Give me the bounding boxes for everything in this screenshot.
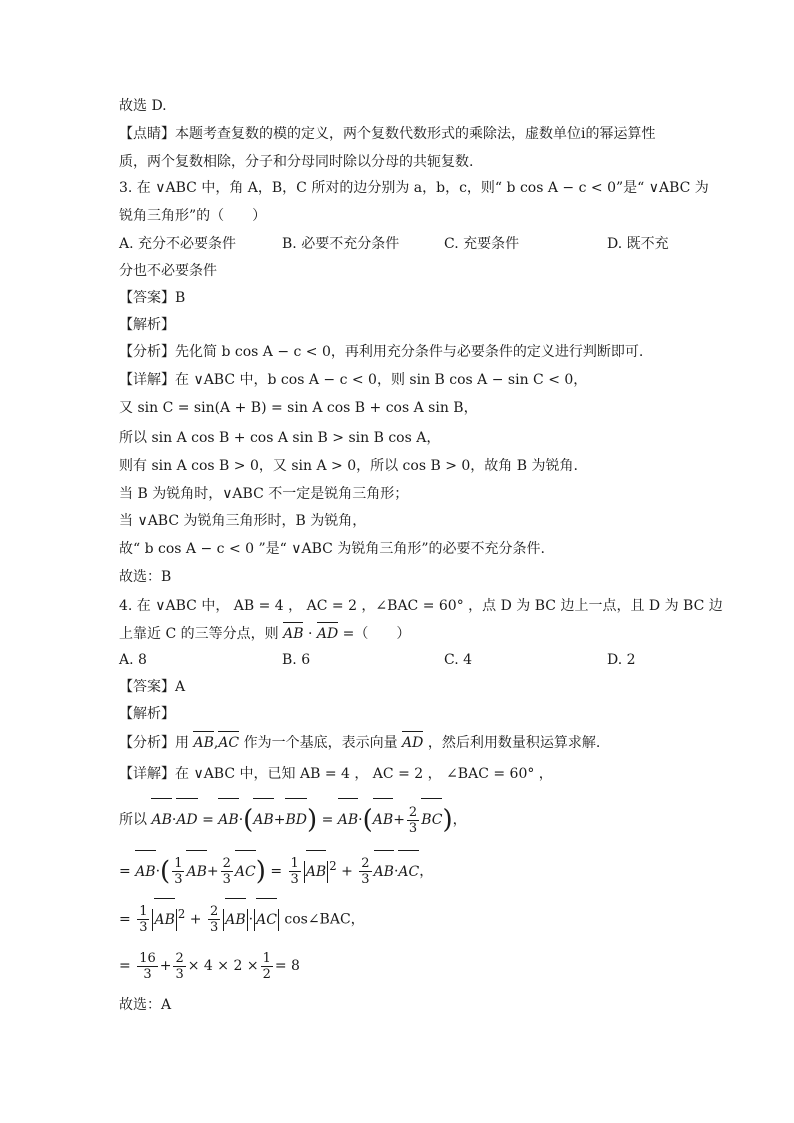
q3-option-d: D. 既不充 bbox=[607, 236, 669, 252]
fraction-two-thirds: $\frac{2}{3}$ bbox=[222, 856, 231, 888]
dot-operator: · bbox=[248, 911, 254, 928]
q4-conclusion: 故选：A bbox=[119, 997, 172, 1013]
comment-line-2: 质，两个复数相除，分子和分母同时除以分母的共轭复数. bbox=[119, 154, 474, 170]
dot-operator: · bbox=[393, 863, 399, 880]
q3-fenxi: 【分析】先化简 b cos A − c < 0，再利用充分条件与必要条件的定义进行判断即可. bbox=[119, 344, 644, 360]
fraction-two-thirds: $\frac{2}{3}$ bbox=[209, 904, 219, 936]
exponent: 2 bbox=[177, 907, 186, 921]
fraction-one-third: $\frac{1}{3}$ bbox=[139, 904, 148, 936]
vector-ac: AC bbox=[218, 735, 240, 751]
vector-ab: AB bbox=[225, 900, 245, 940]
plus-sign: + bbox=[206, 863, 219, 880]
q3-detail-2: 又 sin C = sin(A + B) = sin A cos B + cos A sin B， bbox=[119, 400, 478, 416]
plus-sign: + bbox=[341, 863, 353, 880]
q3-option-a: A. 充分不必要条件 bbox=[119, 236, 237, 252]
fraction-one-third: $\frac{1}{3}$ bbox=[290, 856, 299, 888]
vector-bd: BD bbox=[285, 800, 307, 840]
q3-detail-5: 当 B 为锐角时，∨ABC 不一定是锐角三角形； bbox=[119, 486, 409, 502]
q4-fenxi-mid: 作为一个基底，表示向量 bbox=[243, 735, 398, 751]
q3-analysis-heading: 【解析】 bbox=[119, 317, 175, 333]
abs-bar bbox=[278, 909, 279, 931]
fraction-two-thirds: $\frac{2}{3}$ bbox=[361, 856, 370, 888]
vector-ab: AB bbox=[218, 800, 238, 840]
dot-operator: · bbox=[171, 812, 177, 828]
equals-sign: = bbox=[119, 863, 131, 880]
left-paren: ( bbox=[160, 856, 171, 887]
exponent: 2 bbox=[329, 859, 337, 873]
equals-sign: = bbox=[119, 958, 131, 974]
q4-detail-5 bbox=[119, 946, 300, 986]
vector-ad: AD bbox=[176, 800, 197, 840]
q3-option-c: C. 充要条件 bbox=[444, 236, 520, 252]
vector-bc: BC bbox=[421, 800, 442, 840]
vector-ac: AC bbox=[256, 900, 277, 940]
abs-bar bbox=[247, 909, 248, 931]
dot-operator: · bbox=[238, 812, 244, 828]
q4-fenxi bbox=[119, 733, 600, 753]
vector-ab: AB bbox=[253, 800, 273, 840]
fraction-one-half: $\frac{1}{2}$ bbox=[262, 950, 271, 982]
q4-option-c: C. 4 bbox=[444, 652, 473, 668]
comma: ， bbox=[419, 863, 434, 880]
q4-fenxi-post: ，然后利用数量积运算求解. bbox=[427, 735, 601, 751]
q4-detail-3 bbox=[119, 846, 433, 886]
q4-detail-2-pre: 所以 bbox=[119, 812, 147, 828]
q4-detail-1: 【详解】在 ∨ABC 中，已知 AB = 4 ， AC = 2 ， ∠BAC = 60° ， bbox=[119, 766, 553, 782]
q3-answer: 【答案】B bbox=[119, 290, 186, 306]
q4-stem-line-1: 4. 在 ∨ABC 中， AB = 4 ， AC = 2 ，∠BAC = 60° ，点 D 为 BC 边上一点，且 D 为 BC 边 bbox=[119, 598, 723, 614]
fraction-two-thirds: $\frac{2}{3}$ bbox=[408, 804, 418, 836]
vector-ab: AB bbox=[338, 800, 358, 840]
vector-ab: AB bbox=[186, 852, 206, 892]
fraction-sixteen-thirds: $\frac{16}{3}$ bbox=[139, 950, 156, 982]
vector-ab: AB bbox=[374, 852, 394, 892]
q4-analysis-heading: 【解析】 bbox=[119, 706, 175, 722]
q4-detail-4 bbox=[119, 894, 365, 934]
q3-stem-line-2: 锐角三角形”的（ ） bbox=[119, 208, 267, 224]
equals-sign: = bbox=[270, 863, 283, 880]
q3-detail-4: 则有 sin A cos B > 0，又 sin A > 0，所以 cos B > 0，故角 B 为锐角. bbox=[119, 458, 578, 474]
vector-ab: AB bbox=[151, 800, 171, 840]
equals-sign: = bbox=[321, 812, 334, 828]
q4-option-d: D. 2 bbox=[607, 652, 636, 668]
q4-fenxi-pre: 【分析】用 bbox=[119, 735, 189, 751]
q3-detail-7: 故“ b cos A − c < 0 ”是“ ∨ABC 为锐角三角形”的必要不充分条件. bbox=[119, 541, 545, 557]
vector-ad: AD bbox=[402, 735, 424, 751]
q3-detail-3: 所以 sin A cos B + cos A sin B > sin B cos A， bbox=[119, 430, 441, 446]
q3-option-d-continued: 分也不必要条件 bbox=[119, 263, 217, 279]
dot-operator: · bbox=[155, 863, 161, 880]
q4-stem-line-2 bbox=[119, 624, 410, 644]
vector-ac: AC bbox=[235, 852, 256, 892]
q4-stem-pre: 上靠近 C 的三等分点，则 bbox=[119, 626, 279, 642]
q4-answer: 【答案】A bbox=[119, 679, 186, 695]
right-paren: ) bbox=[442, 805, 453, 835]
q4-stem-post: =（ ） bbox=[342, 626, 411, 642]
abs-bar bbox=[254, 909, 255, 931]
vector-ab: AB bbox=[373, 800, 393, 840]
equals-sign: = bbox=[119, 911, 131, 928]
q3-detail-6: 当 ∨ABC 为锐角三角形时，B 为锐角， bbox=[119, 513, 367, 529]
plus-sign: + bbox=[273, 812, 286, 828]
vector-ab: AB bbox=[306, 852, 326, 892]
q3-conclusion: 故选：B bbox=[119, 569, 172, 585]
plus-sign: + bbox=[393, 812, 405, 828]
fraction-one-third: $\frac{1}{3}$ bbox=[174, 856, 183, 888]
vector-ab: AB bbox=[193, 735, 214, 751]
comment-line-1: 【点睛】本题考查复数的模的定义，两个复数代数形式的乘除法，虚数单位i的幂运算性 bbox=[119, 126, 656, 142]
vector-ac: AC bbox=[398, 852, 419, 892]
q3-detail-1: 【详解】在 ∨ABC 中，b cos A − c < 0，则 sin B cos A − sin C < 0， bbox=[119, 372, 588, 388]
abs-bar bbox=[176, 909, 177, 931]
dot-operator: · bbox=[307, 626, 313, 642]
vector-ad: AD bbox=[316, 626, 339, 642]
equals-sign: = bbox=[202, 812, 214, 828]
vector-ab: AB bbox=[135, 852, 155, 892]
plus-sign: + bbox=[189, 911, 202, 928]
q3-stem-line-1: 3. 在 ∨ABC 中，角 A，B，C 所对的边分别为 a，b，c，则“ b cos A − c < 0”是“ ∨ABC 为 bbox=[119, 180, 709, 196]
q3-option-b: B. 必要不充分条件 bbox=[282, 236, 400, 252]
fraction-two-thirds: $\frac{2}{3}$ bbox=[175, 950, 184, 982]
cos-angle: cos∠BAC bbox=[284, 911, 351, 928]
abs-bar bbox=[304, 861, 305, 883]
comma: ， bbox=[452, 812, 467, 828]
left-paren: ( bbox=[243, 805, 254, 835]
vector-ab: AB bbox=[154, 900, 174, 940]
left-paren: ( bbox=[362, 805, 373, 835]
right-paren: ) bbox=[255, 856, 266, 887]
right-paren: ) bbox=[306, 805, 318, 835]
q4-detail-2 bbox=[119, 800, 467, 840]
plus-sign: + bbox=[159, 958, 172, 974]
product-chain: × 4 × 2 × bbox=[187, 958, 259, 974]
conclusion-line: 故选 D. bbox=[119, 98, 167, 114]
q4-option-b: B. 6 bbox=[282, 652, 311, 668]
vector-ab: AB bbox=[283, 626, 304, 642]
comma: , bbox=[213, 735, 219, 751]
q4-option-a: A. 8 bbox=[119, 652, 147, 668]
result: = 8 bbox=[274, 958, 300, 974]
dot-operator: · bbox=[358, 812, 363, 828]
comma: ， bbox=[350, 911, 365, 928]
